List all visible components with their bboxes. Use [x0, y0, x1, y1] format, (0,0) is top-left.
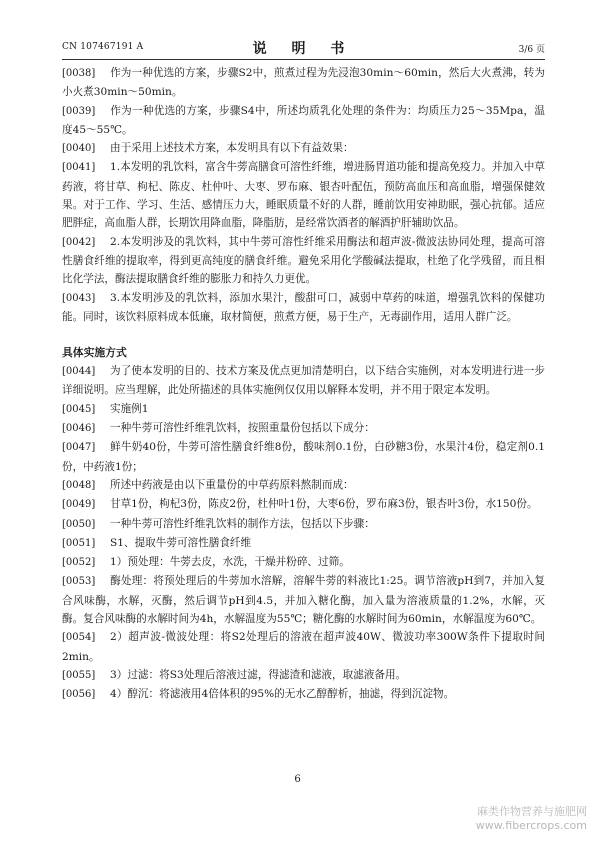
paragraph-text: 一种牛蒡可溶性纤维乳饮料的制作方法，包括以下步骤：	[110, 517, 375, 530]
paragraph	[62, 438, 545, 476]
paragraph	[62, 233, 545, 289]
paragraph-text: S1、提取牛蒡可溶性膳食纤维	[110, 536, 252, 549]
paragraph-number: [0052]	[62, 557, 96, 569]
paragraph-number: [0042]	[62, 236, 96, 248]
paragraph-number: [0043]	[62, 292, 96, 304]
paragraph-text: 酶处理：将预处理后的牛蒡加水溶解，溶解牛蒡的料液比1:25。调节溶液pH到7，并加入复合风味酶，水解，灭酶，然后调节pH到4.5，并加入糖化酶，加入量为溶液质量的1.2%，水解，灭酶。复合风味酶的水解时间为4h，水解温度为55℃；糖化酶的水解时间为60min，水解温度为60℃。	[62, 575, 545, 626]
paragraph-number: [0050]	[62, 518, 96, 530]
paragraph-text: 3.本发明涉及的乳饮料，添加水果汁，酸甜可口，减弱中草药的味道，增强乳饮料的保健功能。同时，该饮料原料成本低廉，取材简便，煎煮方便，易于生产，无毒副作用，适用人群广泛。	[62, 291, 545, 323]
paragraph-number: [0051]	[62, 537, 96, 549]
paragraph-text: 作为一种优选的方案，步骤S4中，所述均质乳化处理的条件为：均质压力25～35Mpa，温度45～55℃。	[62, 104, 545, 136]
paragraph-number: [0054]	[62, 632, 96, 644]
paragraph	[62, 64, 545, 102]
paragraph	[62, 289, 545, 327]
paragraph	[62, 628, 545, 666]
paragraph-number: [0039]	[62, 105, 96, 117]
paragraph-number: [0040]	[62, 143, 96, 155]
paragraph	[62, 362, 545, 400]
paragraph	[62, 400, 545, 419]
paragraph	[62, 476, 545, 495]
document-body	[62, 64, 545, 705]
page-count: 3/6 页	[518, 45, 545, 55]
watermark-url: www.fibercrops.com	[475, 819, 587, 832]
paragraph	[62, 419, 545, 438]
paragraph-number: [0046]	[62, 423, 96, 435]
paragraph-number: [0048]	[62, 479, 96, 491]
paragraph-number: [0038]	[62, 68, 96, 79]
paragraph-number: [0056]	[62, 689, 96, 701]
paragraph-number: [0047]	[62, 442, 96, 454]
paragraph	[62, 685, 545, 704]
watermark-name: 麻类作物营养与施肥网	[477, 805, 587, 818]
document-number: CN 107467191 A	[62, 42, 144, 52]
paragraph-text: 2）超声波-微波处理：将S2处理后的溶液在超声波40W、微波功率300W条件下提取时间2min。	[62, 631, 545, 663]
paragraph-text: 实施例1	[110, 402, 149, 415]
header-divider	[62, 59, 545, 60]
paragraph-number: [0053]	[62, 576, 96, 588]
paragraph-text: 1.本发明的乳饮料，富含牛蒡高膳食可溶性纤维，增进肠胃道功能和提高免疫力。并加入中草药液，将甘草、枸杞、陈皮、杜仲叶、大枣、罗布麻、银杏叶配伍，预防高血压和高血脂，增强保健效果。对于工作、学习、生活、感情压力大，睡眠质量不好的人群，睡前饮用安神助眠，强心抗郁。适应肥胖症，高血脂人群，长期饮用降血脂，降脂肪，是经常饮酒者的解酒护肝辅助饮品。	[62, 161, 545, 230]
paragraph-number: [0044]	[62, 366, 96, 378]
paragraph-text: 为了使本发明的目的、技术方案及优点更加清楚明白，以下结合实施例，对本发明进行进一步详细说明。应当理解，此处所描述的具体实施例仅仅用以解释本发明，并不用于限定本发明。	[62, 365, 545, 397]
paragraph-text: 鲜牛奶40份，牛蒡可溶性膳食纤维8份，酸味剂0.1份，白砂糖3份，水果汁4份，稳定剂0.1份，中药液1份；	[62, 441, 545, 473]
paragraph	[62, 534, 545, 553]
paragraph	[62, 102, 545, 140]
paragraph-text: 作为一种优选的方案，步骤S2中，煎煮过程为先浸泡30min～60min，然后大火煮沸，转为小火煮30min～50min。	[62, 67, 545, 99]
paragraph-text: 甘草1份，枸杞3份，陈皮2份，杜仲叶1份，大枣6份，罗布麻3份，银杏叶3份，水150份。	[110, 498, 538, 511]
page-header	[62, 36, 545, 58]
paragraph	[62, 495, 545, 514]
paragraph	[62, 139, 545, 158]
paragraph-number: [0049]	[62, 499, 96, 511]
page-number: 6	[294, 774, 301, 785]
document-title: 说 明 书	[252, 41, 355, 57]
paragraph	[62, 515, 545, 534]
section-gap	[62, 326, 545, 340]
paragraph-list-top	[62, 64, 545, 326]
paragraph-text: 4）醇沉：将滤液用4倍体积的95%的无水乙醇醇析，抽滤，得到沉淀物。	[110, 688, 455, 701]
paragraph	[62, 553, 545, 572]
paragraph-text: 3）过滤：将S3处理后溶液过滤，得滤渣和滤液，取滤液备用。	[110, 668, 407, 681]
paragraph-number: [0045]	[62, 403, 96, 415]
paragraph	[62, 666, 545, 685]
paragraph-text: 1）预处理：牛蒡去皮，水洗，干燥并粉碎、过筛。	[110, 556, 350, 569]
paragraph-text: 2.本发明涉及的乳饮料，其中牛蒡可溶性纤维采用酶法和超声波-微波法协同处理，提高可溶性膳食纤维的提取率，得到更高纯度的膳食纤维。避免采用化学酸碱法提取，杜绝了化学残留，而且相比化学法，酶法提取膳食纤维的膨胀力和持久力更优。	[62, 235, 545, 286]
paragraph	[62, 572, 545, 628]
paragraph-list-bottom	[62, 362, 545, 704]
section-heading: 具体实施方式	[62, 346, 127, 360]
paragraph-text: 所述中药液是由以下重量份的中草药原料熬制而成：	[110, 478, 354, 491]
paragraph	[62, 158, 545, 232]
paragraph-text: 一种牛蒡可溶性纤维乳饮料，按照重量份包括以下成分：	[110, 422, 375, 435]
paragraph-text: 由于采用上述技术方案，本发明具有以下有益效果：	[110, 142, 354, 155]
paragraph-number: [0055]	[62, 669, 96, 681]
site-watermark	[476, 805, 587, 833]
paragraph-number: [0041]	[62, 162, 96, 174]
